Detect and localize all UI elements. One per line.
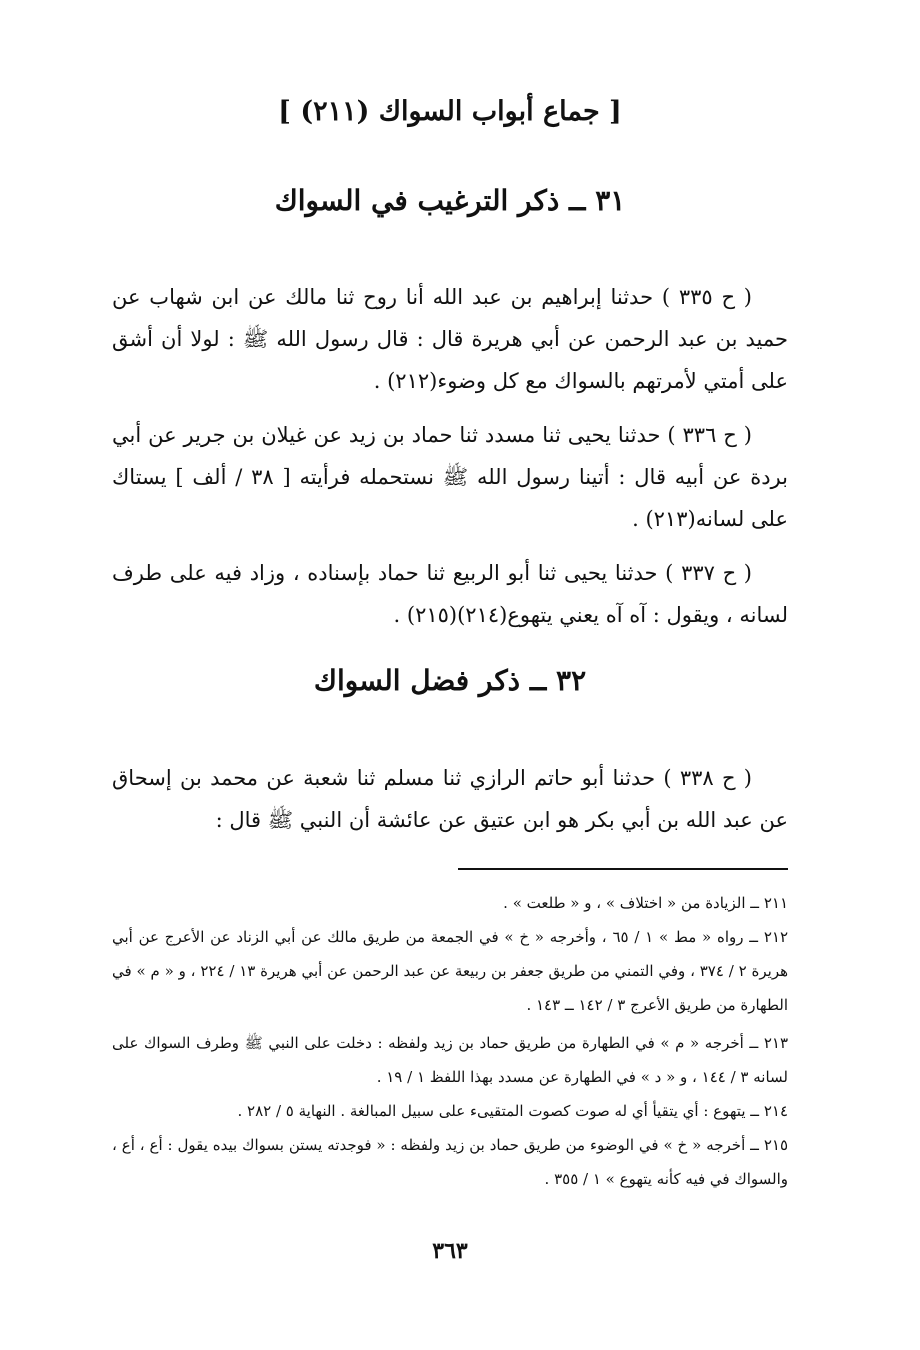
footnote-212: ٢١٢ ــ رواه « مط » ١ / ٦٥ ، وأخرجه « خ » في الجمعة من طريق مالك عن أبي الزناد عن الأعرج عن أبي هريرة ٢ / ٣٧٤ ، وفي التمني من طريق جعفر بن ربيعة عن عبد الرحمن عن أبي هريرة ١٣ / ٢٢٤ ، و « م » في الطهارة من طريق الأعرج ٣ / ١٤٢ ــ ١٤٣ . — [112, 928, 789, 1014]
footnote-213: ٢١٣ ــ أخرجه « م » في الطهارة من طريق حماد بن زيد ولفظه : دخلت على النبي ﷺ وطرف السواك على لسانه ٣ / ١٤٤ ، و « د » في الطهارة عن مسدد بهذا اللفظ ١ / ١٩ . — [112, 1034, 788, 1086]
page-number: ٣٦٣ — [432, 1238, 468, 1264]
footnote-215: ٢١٥ ــ أخرجه « خ » في الوضوء من طريق حماد بن زيد ولفظه : « فوجدته يستن بسواك بيده يقول : أع ، أع ، والسواك في فيه كأنه يتهوع » ١ / ٣٥٥ . — [112, 1136, 788, 1188]
hadith-337: ( ح ٣٣٧ ) حدثنا يحيى ثنا أبو الربيع ثنا حماد بإسناده ، وزاد فيه على طرف لسانه ، ويقول : آه آه يعني يتهوع(٢١٤)(٢١٥) . — [112, 561, 788, 627]
footnote-211: ٢١١ ــ الزيادة من « اختلاف » ، و « طلعت » . — [503, 894, 788, 912]
chapter-heading: [ جماع أبواب السواك (٢١١) ] — [278, 96, 622, 127]
hadith-338: ( ح ٣٣٨ ) حدثنا أبو حاتم الرازي ثنا مسلم ثنا شعبة عن محمد بن إسحاق عن عبد الله بن أبي بكر هو ابن عتيق عن عائشة أن النبي ﷺ قال : — [112, 766, 788, 832]
footnotes — [112, 886, 788, 1196]
hadith-336: ( ح ٣٣٦ ) حدثنا يحيى ثنا مسدد ثنا حماد بن زيد عن غيلان بن جرير عن أبي بردة عن أبيه قال : أتينا رسول الله ﷺ نستحمله فرأيته [ ٣٨ / ألف ] يستاك على لسانه(٢١٣) . — [112, 423, 788, 531]
hadith-335: ( ح ٣٣٥ ) حدثنا إبراهيم بن عبد الله أنا روح ثنا مالك عن ابن شهاب عن حميد بن عبد الرحمن عن أبي هريرة قال : قال رسول الله ﷺ : لولا أن أشق على أمتي لأمرتهم بالسواك مع كل وضوء(٢١٢) . — [112, 285, 788, 393]
section-heading-32: ٣٢ ــ ذكر فضل السواك — [313, 664, 587, 697]
section-heading-31: ٣١ ــ ذكر الترغيب في السواك — [274, 184, 626, 217]
footnote-separator — [458, 868, 788, 870]
footnote-214: ٢١٤ ــ يتهوع : أي يتقيأ أي له صوت كصوت المتقيىء على سبيل المبالغة . النهاية ٥ / ٢٨٢ . — [237, 1102, 788, 1120]
